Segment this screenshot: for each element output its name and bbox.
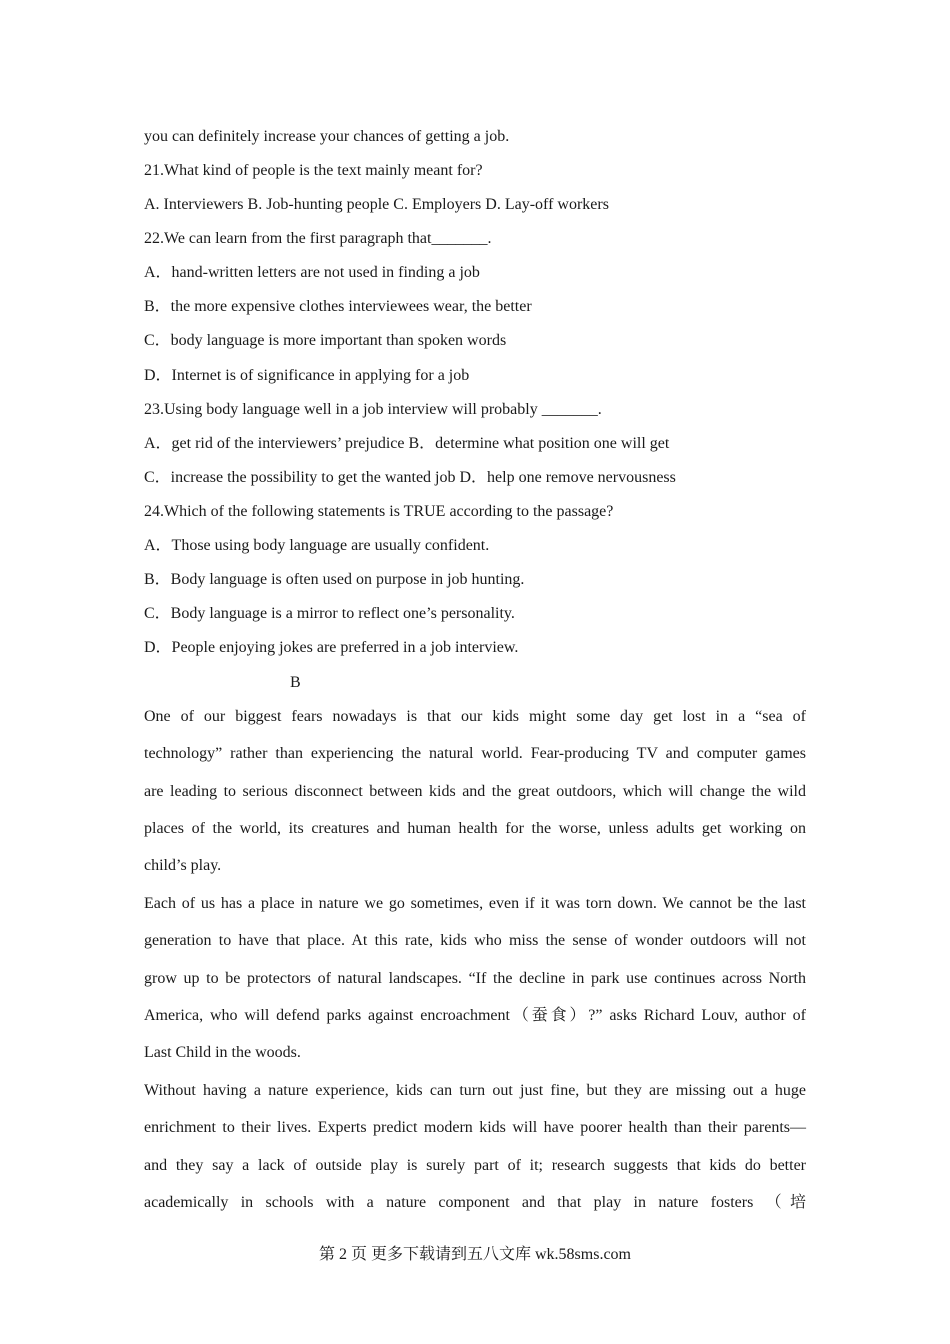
paragraph-line: and they say a lack of outside play is surely part of it; research suggests that kids do better: [144, 1156, 806, 1174]
paragraph-line: enrichment to their lives. Experts predict modern kids will have poorer health than their parents—: [144, 1119, 806, 1137]
question-22-stem: 22.We can learn from the first paragraph that_______.: [144, 230, 492, 247]
question-22-option-d: D．Internet is of significance in applying for a job: [144, 367, 470, 384]
question-23-options-cd: C．increase the possibility to get the wanted job D．help one remove nervousness: [144, 469, 676, 486]
paragraph-line: technology” rather than experiencing the natural world. Fear-producing TV and computer games: [144, 745, 806, 763]
question-21-stem: 21.What kind of people is the text mainly meant for?: [144, 162, 483, 179]
question-24-option-c: C．Body language is a mirror to reflect one’s personality.: [144, 605, 515, 622]
paragraph-line: America, who will defend parks against encroachment（蚕食）?” asks Richard Louv, author of: [144, 1006, 806, 1024]
passage-b-paragraph-3: [144, 1081, 806, 1230]
section-b-heading: B: [290, 674, 301, 691]
question-23-stem: 23.Using body language well in a job interview will probably _______.: [144, 401, 602, 418]
paragraph-line: Without having a nature experience, kids can turn out just fine, but they are missing out a huge: [144, 1082, 806, 1099]
paragraph-line: places of the world, its creatures and human health for the worse, unless adults get working on: [144, 819, 806, 837]
passage-a-tail: you can definitely increase your chances of getting a job.: [144, 128, 510, 145]
question-24-option-a: A．Those using body language are usually confident.: [144, 537, 490, 554]
paragraph-line: grow up to be protectors of natural landscapes. “If the decline in park use continues across North: [144, 969, 806, 987]
paragraph-line: are leading to serious disconnect between kids and the great outdoors, which will change the wild: [144, 782, 806, 800]
question-21-options: A. Interviewers B. Job-hunting people C. Employers D. Lay-off workers: [144, 196, 609, 213]
question-22-option-a: A．hand-written letters are not used in finding a job: [144, 264, 480, 281]
page-footer: 第 2 页 更多下载请到五八文库 wk.58sms.com: [318, 1246, 631, 1263]
passage-b-paragraph-1: [144, 707, 806, 893]
question-24-option-d: D．People enjoying jokes are preferred in a job interview.: [144, 639, 519, 656]
paragraph-line: generation to have that place. At this rate, kids who miss the sense of wonder outdoors will not: [144, 932, 806, 950]
question-22-option-b: B．the more expensive clothes interviewees wear, the better: [144, 298, 532, 315]
question-23-options-ab: A．get rid of the interviewers’ prejudice B．determine what position one will get: [144, 435, 670, 452]
question-22-option-c: C．body language is more important than spoken words: [144, 332, 507, 349]
question-24-stem: 24.Which of the following statements is TRUE according to the passage?: [144, 503, 614, 520]
paragraph-line: One of our biggest fears nowadays is that our kids might some day get lost in a “sea of: [144, 708, 806, 725]
paragraph-line: Last Child in the woods.: [144, 1044, 301, 1062]
paragraph-line: Each of us has a place in nature we go sometimes, even if it was torn down. We cannot be the last: [144, 895, 806, 912]
question-24-option-b: B．Body language is often used on purpose in job hunting.: [144, 571, 525, 588]
paragraph-line: academically in schools with a nature component and that play in nature fosters （培: [144, 1193, 806, 1211]
paragraph-line: child’s play.: [144, 857, 222, 875]
passage-b-paragraph-2: [144, 894, 806, 1080]
